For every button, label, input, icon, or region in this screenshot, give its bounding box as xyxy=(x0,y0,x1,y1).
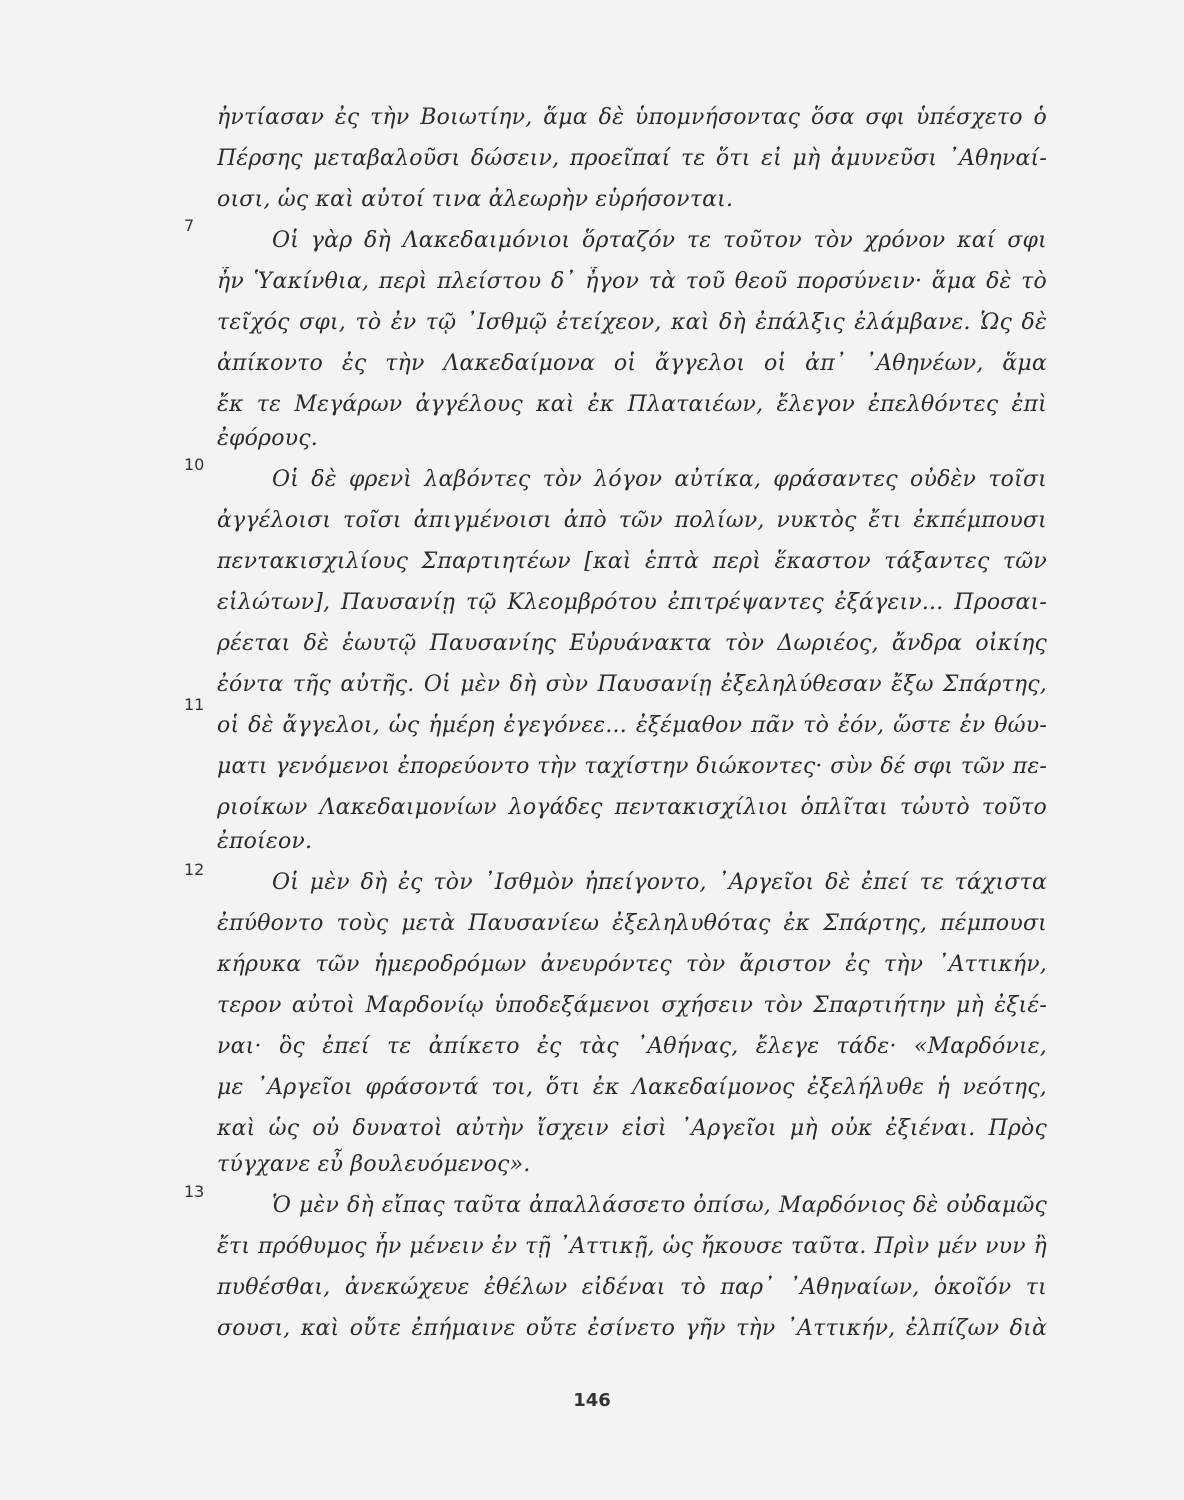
text-line: ἔκ τε Μεγάρων ἀγγέλους καὶ ἐκ Πλαταιέων, ἔλεγον ἐπελθόντες ἐπὶ xyxy=(217,392,1047,417)
text-line: Οἱ μὲν δὴ ἐς τὸν ᾿Ισθμὸν ἠπείγοντο, ᾿Αργεῖοι δὲ ἐπεί τε τάχιστα xyxy=(272,870,1047,895)
text-line: πυθέσθαι, ἀνεκώχευε ἐθέλων εἰδέναι τὸ παρ᾿ ᾿Αθηναίων, ὁκοῖόν τι xyxy=(217,1275,1047,1300)
text-line: ριοίκων Λακεδαιμονίων λογάδες πεντακισχίλιοι ὁπλῖται τὠυτὸ τοῦτο xyxy=(217,795,1047,820)
text-line: ἀπίκοντο ἐς τὴν Λακεδαίμονα οἱ ἄγγελοι οἱ ἀπ᾿ ᾿Αθηνέων, ἅμα xyxy=(217,351,1047,376)
text-line: με ᾿Αργεῖοι φράσοντά τοι, ὅτι ἐκ Λακεδαίμονος ἐξελήλυθε ἡ νεότης, xyxy=(217,1075,1047,1100)
text-line: σουσι, καὶ οὔτε ἐπήμαινε οὔτε ἐσίνετο γῆν τὴν ᾿Αττικήν, ἐλπίζων διὰ xyxy=(217,1316,1047,1341)
text-line: ἐόντα τῆς αὐτῆς. Οἱ μὲν δὴ σὺν Παυσανίῃ ἐξεληλύθεσαν ἔξω Σπάρτης, xyxy=(217,672,1047,697)
text-line: οἱ δὲ ἄγγελοι, ὡς ἡμέρη ἐγεγόνεε... ἐξέμαθον πᾶν τὸ ἐόν, ὥστε ἐν θώυ- xyxy=(217,713,1047,738)
text-line: ματι γενόμενοι ἐπορεύοντο τὴν ταχίστην διώκοντες· σὺν δέ σφι τῶν πε- xyxy=(217,754,1047,779)
section-number-11: 11 xyxy=(184,695,205,714)
text-line: Ὁ μὲν δὴ εἴπας ταῦτα ἀπαλλάσσετο ὀπίσω, Μαρδόνιος δὲ οὐδαμῶς xyxy=(272,1193,1047,1218)
text-line: ρέεται δὲ ἑωυτῷ Παυσανίης Εὐρυάνακτα τὸν Δωριέος, ἄνδρα οἰκίης xyxy=(217,631,1047,656)
text-line: ἐφόρους. xyxy=(217,426,318,451)
text-line: ἔτι πρόθυμος ἦν μένειν ἐν τῇ ᾿Αττικῇ, ὡς ἤκουσε ταῦτα. Πρὶν μέν νυν ἢ xyxy=(217,1234,1047,1259)
section-number-10: 10 xyxy=(184,455,205,474)
page-number: 146 xyxy=(573,1390,611,1411)
text-line: ἐπύθοντο τοὺς μετὰ Παυσανίεω ἐξεληλυθότας ἐκ Σπάρτης, πέμπουσι xyxy=(217,911,1047,936)
text-line: ἐποίεον. xyxy=(217,829,313,854)
text-line: ἀγγέλοισι τοῖσι ἀπιγμένοισι ἀπὸ τῶν πολίων, νυκτὸς ἔτι ἐκπέμπουσι xyxy=(217,508,1047,533)
text-line: Οἱ δὲ φρενὶ λαβόντες τὸν λόγον αὐτίκα, φράσαντες οὐδὲν τοῖσι xyxy=(272,467,1047,492)
section-number-7: 7 xyxy=(184,216,195,235)
text-line: ναι· ὃς ἐπεί τε ἀπίκετο ἐς τὰς ᾿Αθήνας, ἔλεγε τάδε· «Μαρδόνιε, xyxy=(217,1034,1047,1059)
text-line: τύγχανε εὖ βουλευόμενος». xyxy=(217,1152,531,1177)
text-line: Οἱ γὰρ δὴ Λακεδαιμόνιοι ὅρταζόν τε τοῦτον τὸν χρόνον καί σφι xyxy=(272,228,1047,253)
text-line: κήρυκα τῶν ἡμεροδρόμων ἀνευρόντες τὸν ἄριστον ἐς τὴν ᾿Αττικήν, xyxy=(217,952,1047,977)
text-line: τερον αὐτοὶ Μαρδονίῳ ὑποδεξάμενοι σχήσειν τὸν Σπαρτιήτην μὴ ἐξιέ- xyxy=(217,993,1047,1018)
text-line: εἱλώτων], Παυσανίῃ τῷ Κλεομβρότου ἐπιτρέψαντες ἐξάγειν... Προσαι- xyxy=(217,590,1047,615)
text-line: οισι, ὡς καὶ αὐτοί τινα ἀλεωρὴν εὑρήσονται. xyxy=(217,187,734,212)
text-line: ἦν Ὑακίνθια, περὶ πλείστου δ᾿ ἦγον τὰ τοῦ θεοῦ πορσύνειν· ἅμα δὲ τὸ xyxy=(217,269,1047,294)
text-line: τεῖχός σφι, τὸ ἐν τῷ ᾿Ισθμῷ ἐτείχεον, καὶ δὴ ἐπάλξις ἐλάμβανε. Ὡς δὲ xyxy=(217,310,1047,335)
section-number-12: 12 xyxy=(184,860,205,879)
text-line: πεντακισχιλίους Σπαρτιητέων [καὶ ἑπτὰ περὶ ἕκαστον τάξαντες τῶν xyxy=(217,549,1047,574)
text-line: Πέρσης μεταβαλοῦσι δώσειν, προεῖπαί τε ὅτι εἰ μὴ ἀμυνεῦσι ᾿Αθηναί- xyxy=(217,146,1047,171)
text-line: ἠντίασαν ἐς τὴν Βοιωτίην, ἅμα δὲ ὑπομνήσοντας ὅσα σφι ὑπέσχετο ὁ xyxy=(217,105,1047,130)
section-number-13: 13 xyxy=(184,1182,205,1201)
text-line: καὶ ὡς οὐ δυνατοὶ αὐτὴν ἴσχειν εἰσὶ ᾿Αργεῖοι μὴ οὐκ ἐξιέναι. Πρὸς xyxy=(217,1116,1047,1141)
